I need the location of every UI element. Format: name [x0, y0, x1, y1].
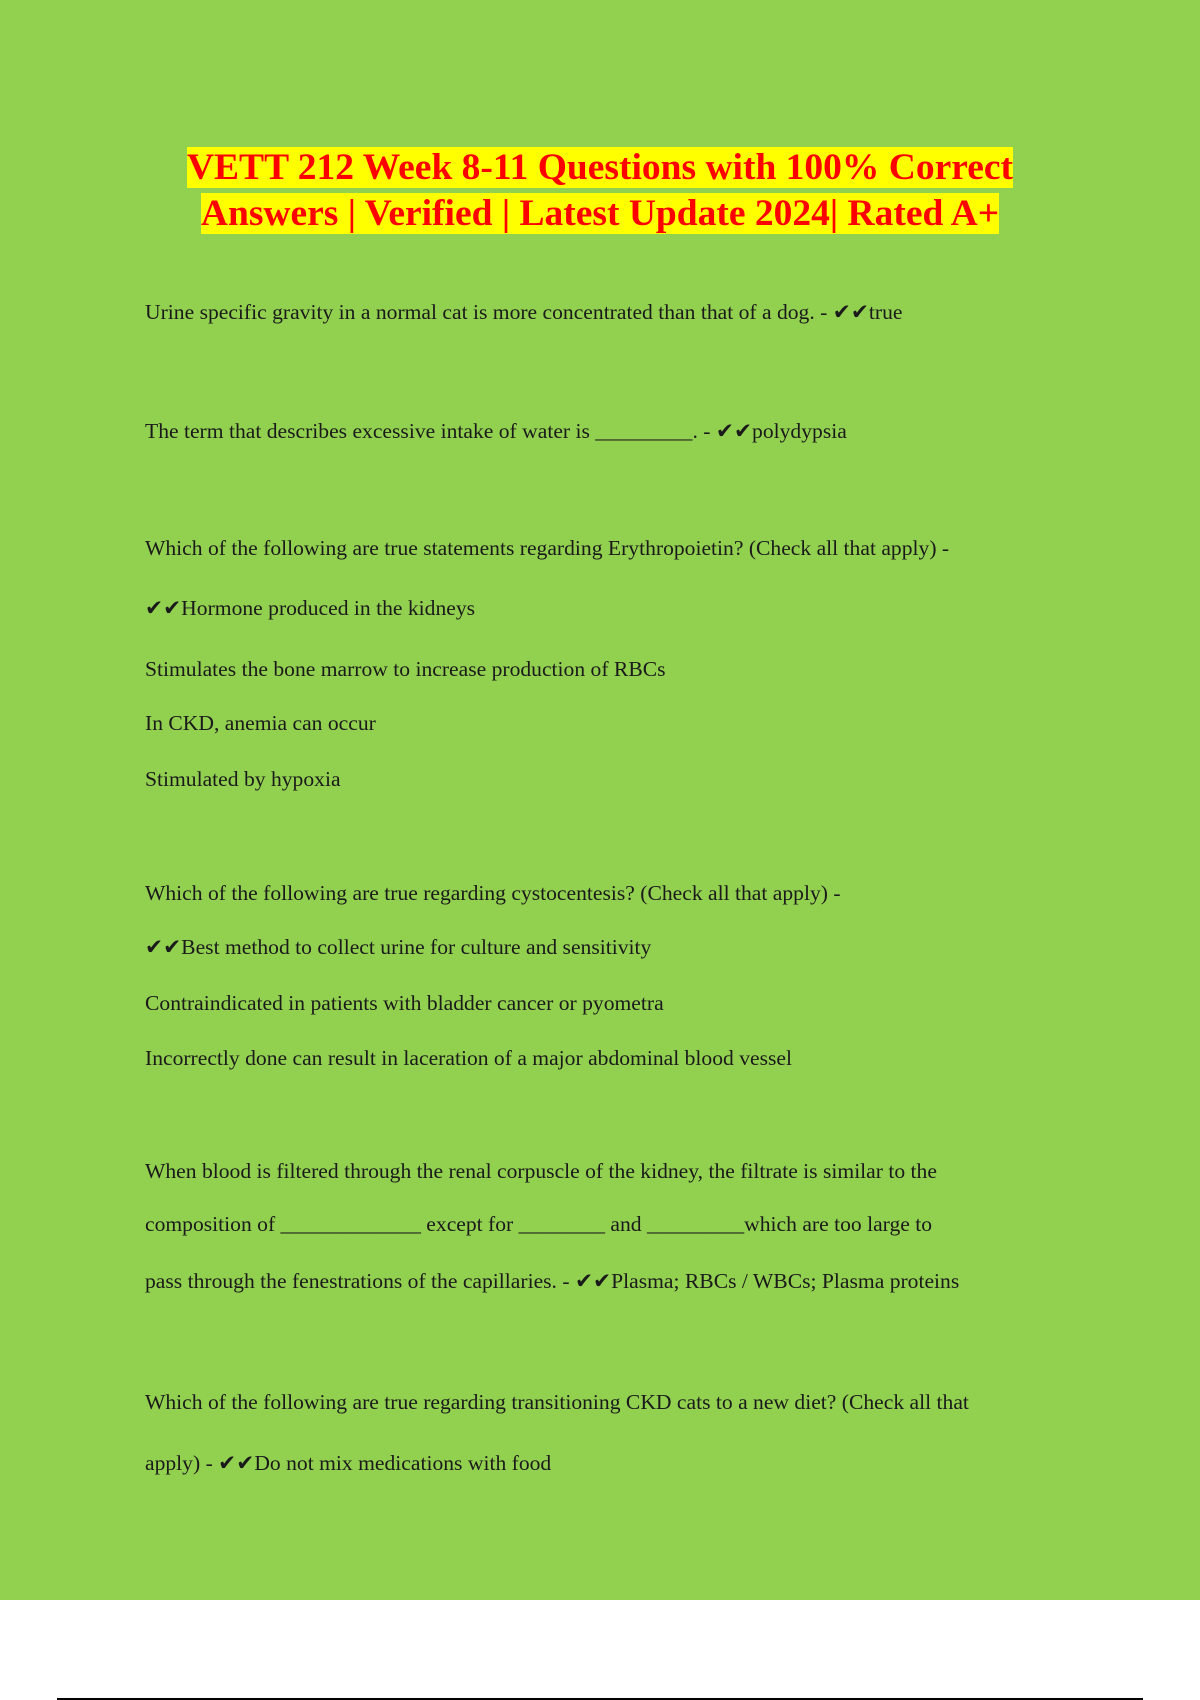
question-5-line-2: composition of _____________ except for ________ and _________which are too large to: [145, 1212, 933, 1236]
title-line-2: Answers | Verified | Latest Update 2024| Rated A+: [200, 193, 1000, 234]
question-3-line-5: Stimulated by hypoxia: [145, 767, 341, 791]
document-title: [0, 145, 1200, 237]
question-1-line-1: Urine specific gravity in a normal cat is more concentrated than that of a dog. - ✔✔true: [145, 300, 903, 324]
title-line-1: VETT 212 Week 8-11 Questions with 100% Correct: [186, 147, 1014, 188]
question-3-line-4: In CKD, anemia can occur: [145, 711, 376, 735]
question-5-line-1: When blood is filtered through the renal corpuscle of the kidney, the filtrate is similar to the: [145, 1159, 937, 1183]
question-6-line-1: Which of the following are true regarding transitioning CKD cats to a new diet? (Check all that: [145, 1390, 969, 1414]
question-5-line-3: pass through the fenestrations of the capillaries. - ✔✔Plasma; RBCs / WBCs; Plasma proteins: [145, 1269, 960, 1293]
question-2-line-1: The term that describes excessive intake of water is _________. - ✔✔polydypsia: [145, 419, 847, 443]
question-4-line-2: ✔✔Best method to collect urine for culture and sensitivity: [145, 935, 652, 959]
question-4-line-1: Which of the following are true regarding cystocentesis? (Check all that apply) -: [145, 881, 841, 905]
question-4-line-3: Contraindicated in patients with bladder cancer or pyometra: [145, 991, 664, 1015]
question-3-line-3: Stimulates the bone marrow to increase production of RBCs: [145, 657, 666, 681]
question-6-line-2: apply) - ✔✔Do not mix medications with food: [145, 1451, 552, 1475]
question-3-line-2: ✔✔Hormone produced in the kidneys: [145, 596, 476, 620]
question-4-line-4: Incorrectly done can result in laceration of a major abdominal blood vessel: [145, 1046, 792, 1070]
question-3-line-1: Which of the following are true statements regarding Erythropoietin? (Check all that apply) -: [145, 536, 950, 560]
